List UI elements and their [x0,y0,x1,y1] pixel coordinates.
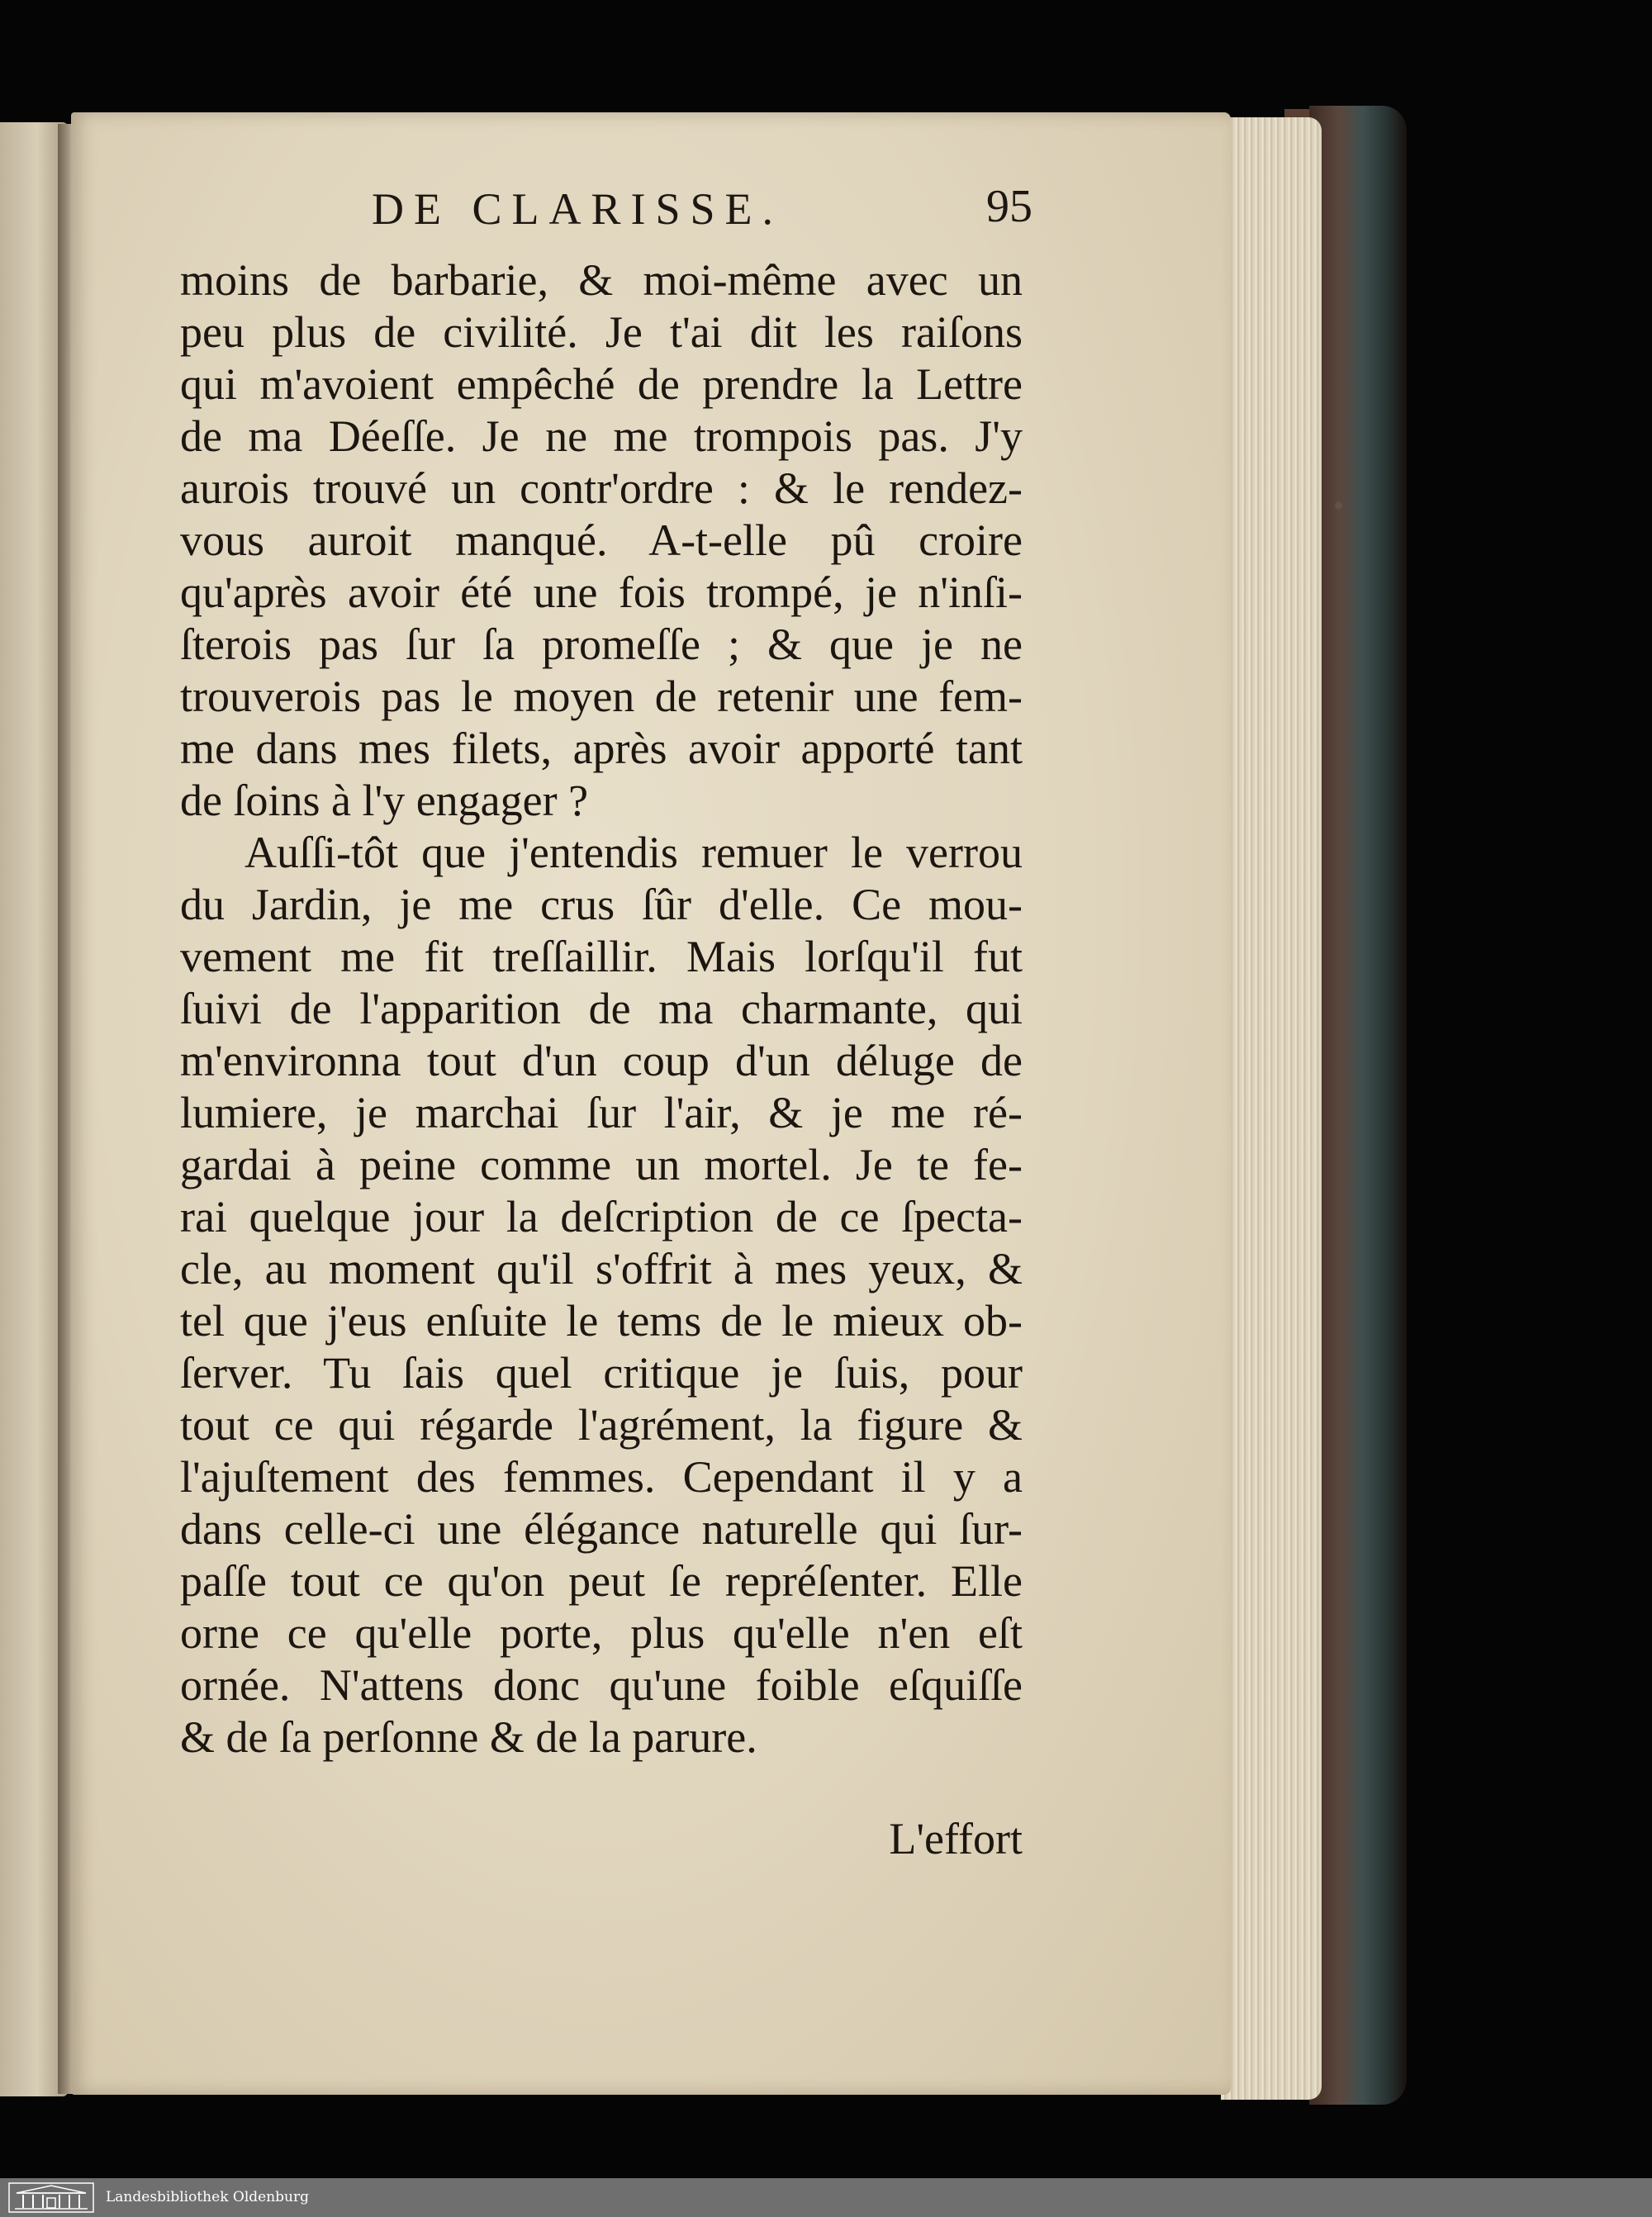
text-line: l'ajuſtement des femmes. Cependant il y a [180,1452,1023,1502]
text-line: qui m'avoient empêché de prendre la Lettre [180,359,1023,409]
text-line: trouverois pas le moyen de retenir une fem- [180,672,1023,721]
page-body-text [180,254,1023,1764]
text-line: me dans mes filets, après avoir apporté tant [180,724,1023,773]
text-line: vous auroit manqué. A-t-elle pû croire [180,515,1023,565]
library-building-icon [8,2182,94,2213]
footer-bar [0,2178,1652,2217]
text-line: qu'après avoir été une fois trompé, je n'inſi- [180,567,1023,617]
text-line: paſſe tout ce qu'on peut ſe repréſenter. Elle [180,1556,1023,1606]
text-line: dans celle-ci une élégance naturelle qui ſur- [180,1504,1023,1554]
page-number: 95 [986,181,1032,232]
text-line: ſerver. Tu ſais quel critique je ſuis, pour [180,1348,1023,1398]
text-line: gardai à peine comme un mortel. Je te fe- [180,1140,1023,1189]
text-line: moins de barbarie, & moi-même avec un [180,255,1023,305]
text-line: rai quelque jour la deſcription de ce ſpecta- [180,1192,1023,1241]
text-line: ſterois pas ſur ſa promeſſe ; & que je ne [180,620,1023,669]
text-line: ſuivi de l'apparition de ma charmante, qui [180,984,1023,1033]
library-name: Landesbibliothek Oldenburg [106,2189,310,2205]
text-line: orne ce qu'elle porte, plus qu'elle n'en eſt [180,1608,1023,1658]
text-line: & de ſa perſonne & de la parure. [180,1712,757,1762]
catchword: L'effort [889,1814,1023,1863]
text-line: tout ce qui régarde l'agrément, la figure & [180,1400,1023,1450]
text-line: ornée. N'attens donc qu'une foible eſquiſſe [180,1660,1023,1710]
text-line: du Jardin, je me crus ſûr d'elle. Ce mou- [180,880,1023,929]
text-line: cle, au moment qu'il s'offrit à mes yeux, & [180,1244,1023,1294]
text-line: vement me fit treſſaillir. Mais lorſqu'il fut [180,932,1023,981]
book-binding [1309,106,1407,2105]
page-fore-edge [1221,117,1322,2100]
running-head: DE CLARISSE. [372,184,784,234]
text-line: peu plus de civilité. Je t'ai dit les raiſons [180,307,1023,357]
text-line: de ſoins à l'y engager ? [180,776,589,825]
paragraph-start-line: Auſſi-tôt que j'entendis remuer le verrou [244,828,1023,877]
text-line: aurois trouvé un contr'ordre : & le rendez- [180,463,1023,513]
text-line: de ma Déeſſe. Je ne me trompois pas. J'y [180,411,1023,461]
text-line: m'environna tout d'un coup d'un déluge de [180,1036,1023,1085]
text-line: lumiere, je marchai ſur l'air, & je me ré- [180,1088,1023,1137]
text-line: tel que j'eus enſuite le tems de le mieux ob- [180,1296,1023,1346]
